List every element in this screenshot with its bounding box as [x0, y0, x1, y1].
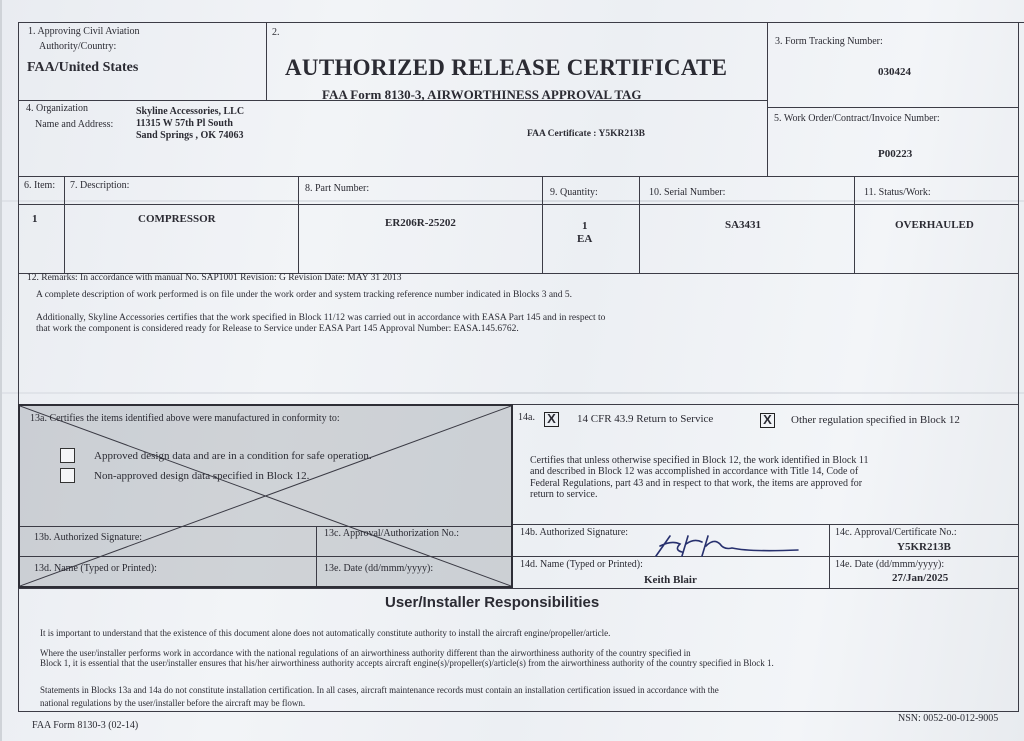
certification-text: and described in Block 12 was accomplished in accordance with Title 14, Code of [530, 466, 859, 477]
block13a-label: 13a. Certifies the items identified above were manufactured in conformity to: [30, 413, 340, 424]
item-serial-number: SA3431 [725, 219, 762, 231]
approved-design-checkbox[interactable] [60, 448, 75, 463]
form-tracking-label: 3. Form Tracking Number: [775, 36, 883, 47]
divider [18, 176, 1019, 177]
return-to-service-checkbox[interactable]: X [544, 412, 559, 427]
divider [266, 22, 267, 100]
item-part-number: ER206R-25202 [385, 217, 456, 229]
block1-label: 1. Approving Civil Aviation [28, 26, 140, 37]
cross-out-lines [20, 406, 511, 586]
organization-label: 4. Organization [26, 103, 89, 114]
divider [20, 526, 511, 527]
divider [316, 526, 317, 586]
other-regulation-checkbox[interactable]: X [760, 413, 775, 428]
block13b-label: 13b. Authorized Signature: [34, 532, 143, 543]
approved-design-label: Approved design data and are in a condition for safe operation. [94, 450, 372, 462]
divider [18, 588, 1019, 589]
certificate-title: AUTHORIZED RELEASE CERTIFICATE [285, 55, 728, 80]
signature-date: 27/Jan/2025 [892, 572, 949, 584]
approval-certificate-number: Y5KR213B [897, 541, 951, 553]
block2-label: 2. [272, 27, 280, 38]
faa-certificate: FAA Certificate : Y5KR213B [527, 129, 645, 139]
organization-address: Sand Springs , OK 74063 [136, 130, 244, 141]
certificate-subtitle: FAA Form 8130-3, AIRWORTHINESS APPROVAL TAG [322, 87, 642, 102]
divider [854, 176, 855, 273]
item-quantity: 1 [582, 220, 588, 232]
paper-fold [2, 200, 1024, 202]
block13d-label: 13d. Name (Typed or Printed): [34, 563, 157, 574]
block14b-label: 14b. Authorized Signature: [520, 527, 629, 538]
status-header: 11. Status/Work: [864, 187, 931, 198]
border-top [18, 22, 1024, 23]
item-status: OVERHAULED [895, 219, 974, 231]
non-approved-design-label: Non-approved design data specified in Block 12. [94, 470, 310, 482]
item-description: COMPRESSOR [138, 213, 216, 225]
form-id: FAA Form 8130-3 (02-14) [32, 720, 139, 731]
authorized-signature [650, 530, 805, 560]
work-order-label: 5. Work Order/Contract/Invoice Number: [774, 113, 940, 124]
divider [829, 524, 830, 588]
remarks-line: A complete description of work performed is on file under the work order and system tracking reference number indicated in Blocks 3 and 5. [36, 290, 573, 300]
quantity-header: 9. Quantity: [550, 187, 598, 198]
remarks-line: Additionally, Skyline Accessories certifies that the work specified in Block 11/12 was carried out in accordance with EASA Part 145 and in respect to [36, 313, 606, 323]
organization-label: Name and Address: [35, 119, 114, 130]
responsibilities-text: It is important to understand that the existence of this document alone does not automatically constitute authority to install the aircraft engine/propeller/article. [40, 628, 611, 638]
block14a-label: 14a. [518, 412, 535, 423]
item-number: 1 [32, 213, 38, 225]
divider [767, 22, 768, 176]
divider [513, 524, 1019, 525]
item-quantity-unit: EA [577, 233, 593, 245]
part-number-header: 8. Part Number: [305, 183, 370, 194]
certification-text: Federal Regulations, part 43 and in respect to that work, the items are approved for [530, 478, 863, 489]
form-tracking-number: 030424 [878, 66, 911, 78]
organization-address: 11315 W 57th Pl South [136, 118, 233, 129]
divider [639, 176, 640, 273]
paper-fold [2, 392, 1024, 394]
responsibilities-text: Statements in Blocks 13a and 14a do not constitute installation certification. In all cases, aircraft maintenance records must contain an installation certification issued in accordance with the [40, 685, 719, 695]
divider [298, 176, 299, 273]
block-13-shaded [18, 404, 513, 588]
block14d-label: 14d. Name (Typed or Printed): [520, 559, 643, 570]
item-header: 6. Item: [24, 180, 56, 191]
border-bottom [18, 711, 1019, 712]
block1-label: Authority/Country: [39, 41, 117, 52]
signer-name: Keith Blair [644, 574, 697, 586]
remarks-line: 12. Remarks: In accordance with manual No. SAP1001 Revision: G Revision Date: MAY 31 2013 [27, 273, 402, 283]
divider [542, 176, 543, 273]
remarks-line: that work the component is considered ready for Release to Service under EASA Part 145 Approval Number: EASA.145.6762. [36, 324, 519, 334]
divider [767, 107, 1019, 108]
responsibilities-heading: User/Installer Responsibilities [385, 594, 600, 611]
divider [64, 176, 65, 273]
approving-authority-value: FAA/United States [27, 60, 139, 75]
divider [20, 556, 511, 557]
certification-text: Certifies that unless otherwise specified in Block 12, the work identified in Block 11 [530, 455, 869, 466]
return-to-service-label: 14 CFR 43.9 Return to Service [577, 413, 714, 425]
certificate-sheet [2, 0, 1024, 741]
work-order-number: P00223 [878, 148, 913, 160]
block14e-label: 14e. Date (dd/mmm/yyyy): [835, 559, 945, 570]
border-right [1018, 22, 1019, 712]
divider [18, 204, 1019, 205]
organization-name: Skyline Accessories, LLC [136, 106, 245, 117]
responsibilities-text: Block 1, it is essential that the user/installer ensures that his/her airworthiness authority accepts aircraft engine(s)/propeller(s)/article(s) from the airworthiness authority of the country specified in Block 1. [40, 658, 774, 668]
responsibilities-text: Where the user/installer performs work in accordance with the national regulations of an airworthiness authority different than the airworthiness authority of the country specified in [40, 648, 691, 658]
other-regulation-label: Other regulation specified in Block 12 [791, 414, 960, 426]
non-approved-design-checkbox[interactable] [60, 468, 75, 483]
responsibilities-text: national regulations by the user/installer before the aircraft may be flown. [40, 698, 306, 708]
block13e-label: 13e. Date (dd/mmm/yyyy): [324, 563, 434, 574]
border-left [18, 22, 19, 712]
description-header: 7. Description: [70, 180, 130, 191]
serial-number-header: 10. Serial Number: [649, 187, 726, 198]
block14c-label: 14c. Approval/Certificate No.: [835, 527, 957, 538]
nsn-number: NSN: 0052-00-012-9005 [898, 713, 999, 724]
certification-text: return to service. [530, 489, 598, 500]
block13c-label: 13c. Approval/Authorization No.: [324, 528, 459, 539]
